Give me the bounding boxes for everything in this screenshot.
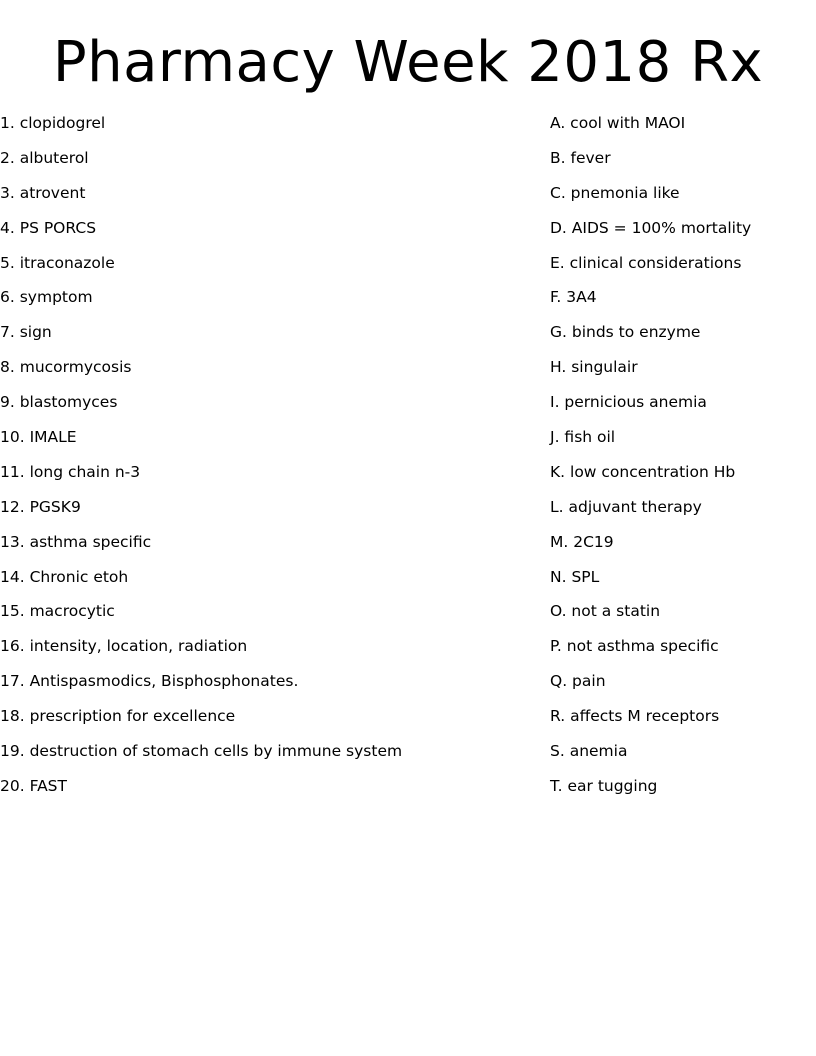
definition-item: G. binds to enzyme: [550, 323, 701, 342]
definition-item: J. fish oil: [550, 428, 616, 447]
term-item: 14. Chronic etoh: [0, 567, 129, 586]
definition-item: E. clinical considerations: [550, 253, 742, 272]
term-item: 3. atrovent: [0, 183, 86, 202]
definition-item: B. fever: [550, 148, 611, 167]
term-item: 10. IMALE: [0, 428, 77, 447]
term-item: 6. symptom: [0, 288, 93, 307]
definition-item: N. SPL: [550, 567, 600, 586]
definition-item: K. low concentration Hb: [550, 462, 736, 481]
definition-item: C. pnemonia like: [550, 183, 680, 202]
term-item: 16. intensity, location, radiation: [0, 637, 248, 656]
definition-item: Q. pain: [550, 672, 606, 691]
term-item: 9. blastomyces: [0, 393, 118, 412]
definition-item: T. ear tugging: [550, 776, 658, 795]
term-item: 20. FAST: [0, 776, 67, 795]
term-item: 19. destruction of stomach cells by immune system: [0, 742, 403, 761]
definition-item: F. 3A4: [550, 288, 597, 307]
definition-item: A. cool with MAOI: [550, 114, 686, 132]
term-item: 18. prescription for excellence: [0, 707, 236, 726]
term-item: 2. albuterol: [0, 148, 89, 167]
definition-item: H. singulair: [550, 358, 638, 377]
term-item: 1. clopidogrel: [0, 114, 106, 132]
definitions-list: [550, 111, 810, 809]
definition-item: D. AIDS = 100% mortality: [550, 218, 752, 237]
term-item: 8. mucormycosis: [0, 358, 132, 377]
term-item: 5. itraconazole: [0, 253, 115, 272]
definition-item: O. not a statin: [550, 602, 661, 621]
term-item: 7. sign: [0, 323, 52, 342]
term-item: 17. Antispasmodics, Bisphosphonates.: [0, 672, 299, 691]
definition-item: L. adjuvant therapy: [550, 497, 702, 516]
terms-list: [0, 111, 540, 809]
definition-item: R. affects M receptors: [550, 707, 720, 726]
term-item: 15. macrocytic: [0, 602, 115, 621]
term-item: 13. asthma specific: [0, 532, 152, 551]
definition-item: M. 2C19: [550, 532, 614, 551]
definition-item: P. not asthma specific: [550, 637, 719, 656]
definition-item: I. pernicious anemia: [550, 393, 707, 412]
definition-item: S. anemia: [550, 742, 628, 761]
term-item: 12. PGSK9: [0, 497, 81, 516]
term-item: 4. PS PORCS: [0, 218, 97, 237]
page-title: Pharmacy Week 2018 Rx: [52, 30, 764, 95]
term-item: 11. long chain n-3: [0, 462, 141, 481]
